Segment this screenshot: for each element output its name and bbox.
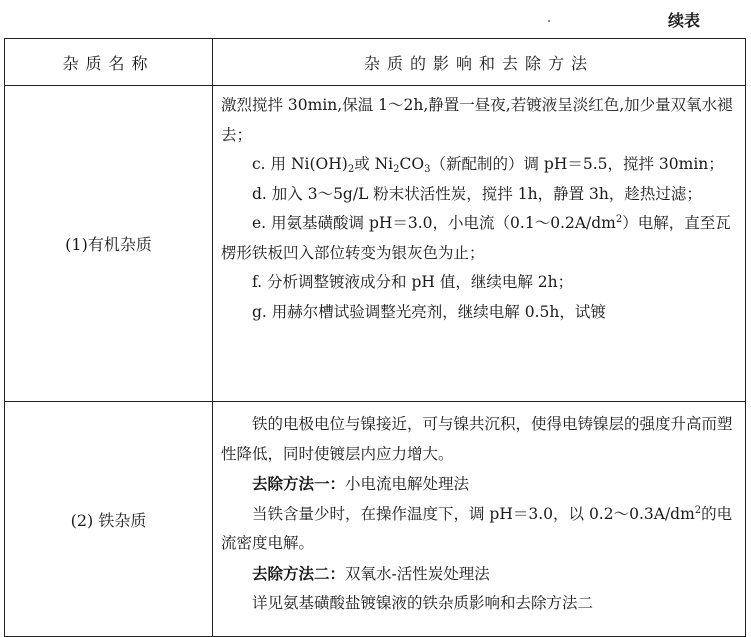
row-content-organic	[213, 86, 746, 402]
row-name-iron: (2) 铁杂质	[5, 402, 213, 637]
row-content-iron	[213, 402, 746, 637]
table-header-row	[5, 39, 746, 86]
table-row	[5, 86, 746, 402]
table-row	[5, 402, 746, 637]
method-one: 去除方法一：小电流电解处理法	[252, 474, 470, 493]
step-e: e. 用氨基磺酸调 pH＝3.0，小电流$(0.1\sim 0.2A/dm^2)$电解，直至瓦楞形铁板凹入部位转变为银灰色为止；	[221, 214, 731, 262]
step-c: c. 用 $Ni(OH)_2$或 $Ni_2CO_3$（新配制的）调 pH＝5.5，搅拌 30min；	[252, 155, 724, 175]
header-impurity-name: 杂质名称	[5, 39, 213, 86]
text-line: 激烈搅拌 30min,保温 1～2h,静置一昼夜,若镀液呈淡红色,加少量双氧水褪去；	[221, 96, 733, 144]
method-one-detail: 当铁含量少时，在操作温度下，调 pH＝3.0，以 $0.2\sim 0.3A/dm^2$的电流密度电解。	[221, 504, 733, 552]
step-d: d. 加入 3～5g/L 粉末状活性炭，搅拌 1h，静置 3h，趁热过滤；	[252, 184, 702, 203]
method-two: 去除方法二：双氧水-活性炭处理法	[252, 563, 490, 583]
header-impact-and-removal: 杂质的影响和去除方法	[213, 39, 746, 86]
step-g: g. 用赫尔槽试验调整光亮剂，继续电解 0.5h，试镀	[252, 302, 606, 321]
row-name-organic: (1)有机杂质	[5, 86, 213, 402]
step-f: f. 分析调整镀液成分和 pH 值，继续电解 2h；	[252, 273, 574, 291]
impurity-table	[4, 38, 746, 637]
method-two-detail: 详见氨基磺酸盐镀镍液的铁杂质影响和去除方法二	[252, 594, 594, 612]
continued-label: 续表	[668, 11, 701, 30]
iron-impact-text: 铁的电极电位与镍接近，可与镍共沉积，使得电铸镍层的强度升高而塑性降低，同时使镀层内应力增大。	[221, 415, 733, 463]
stray-dot	[548, 20, 550, 22]
